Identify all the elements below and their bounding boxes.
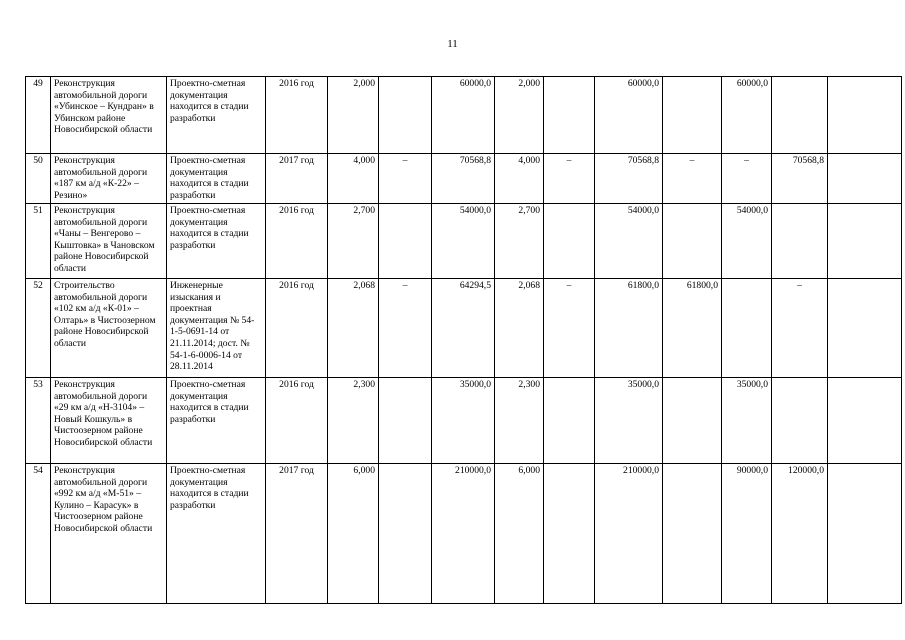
row-number: 49 [26, 77, 51, 154]
value-cell [772, 204, 828, 279]
table-row [26, 279, 902, 378]
value-cell [663, 77, 722, 154]
year-cell: 2016 год [266, 378, 328, 464]
value-cell: – [379, 279, 432, 378]
table-row [26, 464, 902, 604]
object-name: Строительство автомобильной дороги «102 км а/д «К-01» – Олтарь» в Чистоозерном районе Новосибирской области [51, 279, 167, 378]
year-cell: 2016 год [266, 77, 328, 154]
cost-cell: 35000,0 [432, 378, 495, 464]
cost-cell: 35000,0 [595, 378, 663, 464]
length-cell: 2,000 [495, 77, 544, 154]
value-cell [722, 279, 772, 378]
row-number: 54 [26, 464, 51, 604]
length-cell: 4,000 [495, 154, 544, 204]
value-cell: 35000,0 [722, 378, 772, 464]
year-cell: 2016 год [266, 279, 328, 378]
value-cell: 70568,8 [772, 154, 828, 204]
value-cell: – [544, 154, 595, 204]
row-number: 51 [26, 204, 51, 279]
value-cell [379, 204, 432, 279]
value-cell [828, 77, 902, 154]
length-cell: 6,000 [495, 464, 544, 604]
length-cell: 2,300 [495, 378, 544, 464]
value-cell [544, 378, 595, 464]
value-cell: – [722, 154, 772, 204]
object-name: Реконструкция автомобильной дороги «Убинское – Кундран» в Убинском районе Новосибирской области [51, 77, 167, 154]
cost-cell: 64294,5 [432, 279, 495, 378]
value-cell: 61800,0 [663, 279, 722, 378]
value-cell [828, 154, 902, 204]
value-cell [663, 204, 722, 279]
value-cell [663, 378, 722, 464]
object-name: Реконструкция автомобильной дороги «Чаны – Венгерово – Кыштовка» в Чановском районе Новосибирской области [51, 204, 167, 279]
row-number: 53 [26, 378, 51, 464]
value-cell: 54000,0 [722, 204, 772, 279]
length-cell: 2,700 [495, 204, 544, 279]
road-projects-table [25, 76, 902, 604]
cost-cell: 61800,0 [595, 279, 663, 378]
value-cell: – [379, 154, 432, 204]
value-cell: – [663, 154, 722, 204]
value-cell [772, 77, 828, 154]
page-number: 11 [447, 38, 458, 50]
year-cell: 2017 год [266, 154, 328, 204]
value-cell [544, 464, 595, 604]
value-cell: – [772, 279, 828, 378]
object-name: Реконструкция автомобильной дороги «29 км а/д «Н-3104» – Новый Кошкуль» в Чистоозерном районе Новосибирской области [51, 378, 167, 464]
value-cell [663, 464, 722, 604]
cost-cell: 210000,0 [432, 464, 495, 604]
documentation-stage: Инженерные изыскания и проектная документация № 54-1-5-0691-14 от 21.11.2014; дост. № 54-1-6-0006-14 от 28.11.2014 [167, 279, 266, 378]
value-cell [544, 204, 595, 279]
cost-cell: 70568,8 [595, 154, 663, 204]
documentation-stage: Проектно-сметная документация находится в стадии разработки [167, 154, 266, 204]
cost-cell: 60000,0 [432, 77, 495, 154]
documentation-stage: Проектно-сметная документация находится в стадии разработки [167, 464, 266, 604]
documentation-stage: Проектно-сметная документация находится в стадии разработки [167, 77, 266, 154]
value-cell: – [544, 279, 595, 378]
value-cell: 90000,0 [722, 464, 772, 604]
cost-cell: 210000,0 [595, 464, 663, 604]
cost-cell: 54000,0 [432, 204, 495, 279]
documentation-stage: Проектно-сметная документация находится в стадии разработки [167, 204, 266, 279]
length-cell: 2,068 [328, 279, 379, 378]
value-cell [379, 464, 432, 604]
length-cell: 2,700 [328, 204, 379, 279]
year-cell: 2017 год [266, 464, 328, 604]
table-row [26, 378, 902, 464]
length-cell: 6,000 [328, 464, 379, 604]
value-cell [544, 77, 595, 154]
value-cell [828, 464, 902, 604]
length-cell: 4,000 [328, 154, 379, 204]
row-number: 50 [26, 154, 51, 204]
row-number: 52 [26, 279, 51, 378]
table-row [26, 154, 902, 204]
table-row [26, 204, 902, 279]
value-cell: 120000,0 [772, 464, 828, 604]
value-cell [772, 378, 828, 464]
cost-cell: 60000,0 [595, 77, 663, 154]
documentation-stage: Проектно-сметная документация находится в стадии разработки [167, 378, 266, 464]
object-name: Реконструкция автомобильной дороги «992 км а/д «М-51» – Кулинo – Карасук» в Чистоозерном районе Новосибирской области [51, 464, 167, 604]
length-cell: 2,300 [328, 378, 379, 464]
year-cell: 2016 год [266, 204, 328, 279]
value-cell [828, 204, 902, 279]
value-cell [828, 279, 902, 378]
table-row [26, 77, 902, 154]
length-cell: 2,000 [328, 77, 379, 154]
value-cell [828, 378, 902, 464]
value-cell [379, 77, 432, 154]
value-cell: 60000,0 [722, 77, 772, 154]
object-name: Реконструкция автомобильной дороги «187 км а/д «К-22» – Резино» [51, 154, 167, 204]
cost-cell: 54000,0 [595, 204, 663, 279]
cost-cell: 70568,8 [432, 154, 495, 204]
length-cell: 2,068 [495, 279, 544, 378]
value-cell [379, 378, 432, 464]
